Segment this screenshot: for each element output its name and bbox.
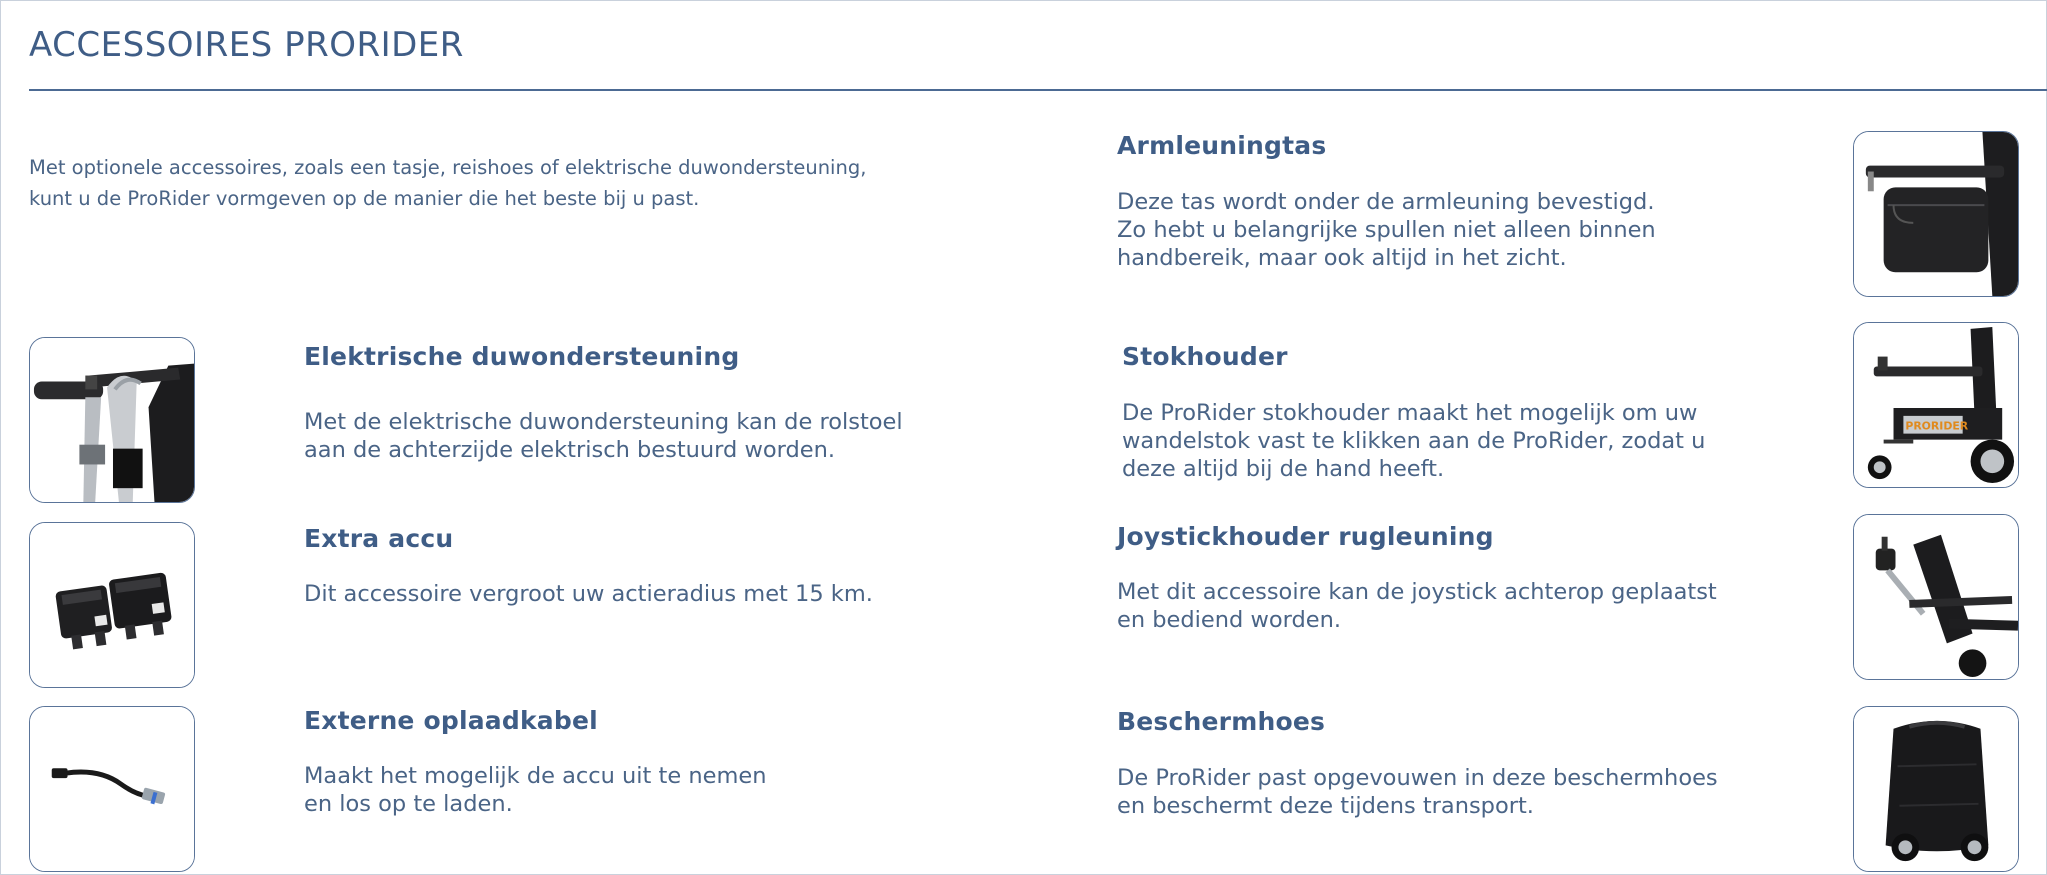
cable-photo-icon	[29, 706, 195, 872]
armrest-bag-photo-icon	[1853, 131, 2019, 297]
joystick-holder-photo-icon	[1853, 514, 2019, 680]
text-line: Maakt het mogelijk de accu uit te nemen	[304, 763, 767, 789]
stokhouder-text	[1122, 399, 1705, 483]
text-line: en bediend worden.	[1117, 607, 1342, 633]
joystickhouder-text	[1117, 578, 1717, 634]
text-line: Met de elektrische duwondersteuning kan de rolstoel	[304, 409, 903, 435]
accu-text	[304, 580, 873, 608]
text-line: Deze tas wordt onder de armleuning bevestigd.	[1117, 189, 1655, 215]
duwondersteuning-text	[304, 408, 903, 464]
intro-line: kunt u de ProRider vormgeven op de manier die het beste bij u past.	[29, 187, 700, 210]
text-line: wandelstok vast te klikken aan de ProRider, zodat u	[1122, 428, 1706, 454]
armleuningtas-text	[1117, 188, 1656, 272]
text-line: handbereik, maar ook altijd in het zicht.	[1117, 245, 1567, 271]
stokhouder-title: Stokhouder	[1122, 342, 1288, 371]
text-line: en beschermt deze tijdens transport.	[1117, 793, 1534, 819]
brand-mark: PRORIDER	[1905, 419, 1969, 433]
text-line: deze altijd bij de hand heeft.	[1122, 456, 1445, 482]
joystickhouder-title: Joystickhouder rugleuning	[1117, 522, 1494, 551]
beschermhoes-title: Beschermhoes	[1117, 707, 1326, 736]
text-line: De ProRider past opgevouwen in deze beschermhoes	[1117, 765, 1718, 791]
page-title: ACCESSOIRES PRORIDER	[29, 25, 464, 65]
oplaadkabel-title: Externe oplaadkabel	[304, 706, 598, 735]
push-handle-photo-icon	[29, 337, 195, 503]
text-line: Dit accessoire vergroot uw actieradius met 15 km.	[304, 581, 873, 607]
duwondersteuning-title: Elektrische duwondersteuning	[304, 342, 740, 371]
text-line: aan de achterzijde elektrisch bestuurd worden.	[304, 437, 836, 463]
text-line: Met dit accessoire kan de joystick achterop geplaatst	[1117, 579, 1717, 605]
cane-holder-photo-icon	[1853, 322, 2019, 488]
text-line: De ProRider stokhouder maakt het mogelijk om uw	[1122, 400, 1698, 426]
title-divider	[29, 89, 2047, 91]
accu-title: Extra accu	[304, 524, 454, 553]
text-line: Zo hebt u belangrijke spullen niet alleen binnen	[1117, 217, 1656, 243]
text-line: en los op te laden.	[304, 791, 513, 817]
oplaadkabel-text	[304, 762, 766, 818]
intro-text	[29, 152, 889, 214]
armleuningtas-title: Armleuningtas	[1117, 131, 1327, 160]
intro-line: Met optionele accessoires, zoals een tasje, reishoes of elektrische duwondersteuning,	[29, 156, 867, 179]
battery-photo-icon	[29, 522, 195, 688]
beschermhoes-text	[1117, 764, 1718, 820]
protective-cover-photo-icon	[1853, 706, 2019, 872]
